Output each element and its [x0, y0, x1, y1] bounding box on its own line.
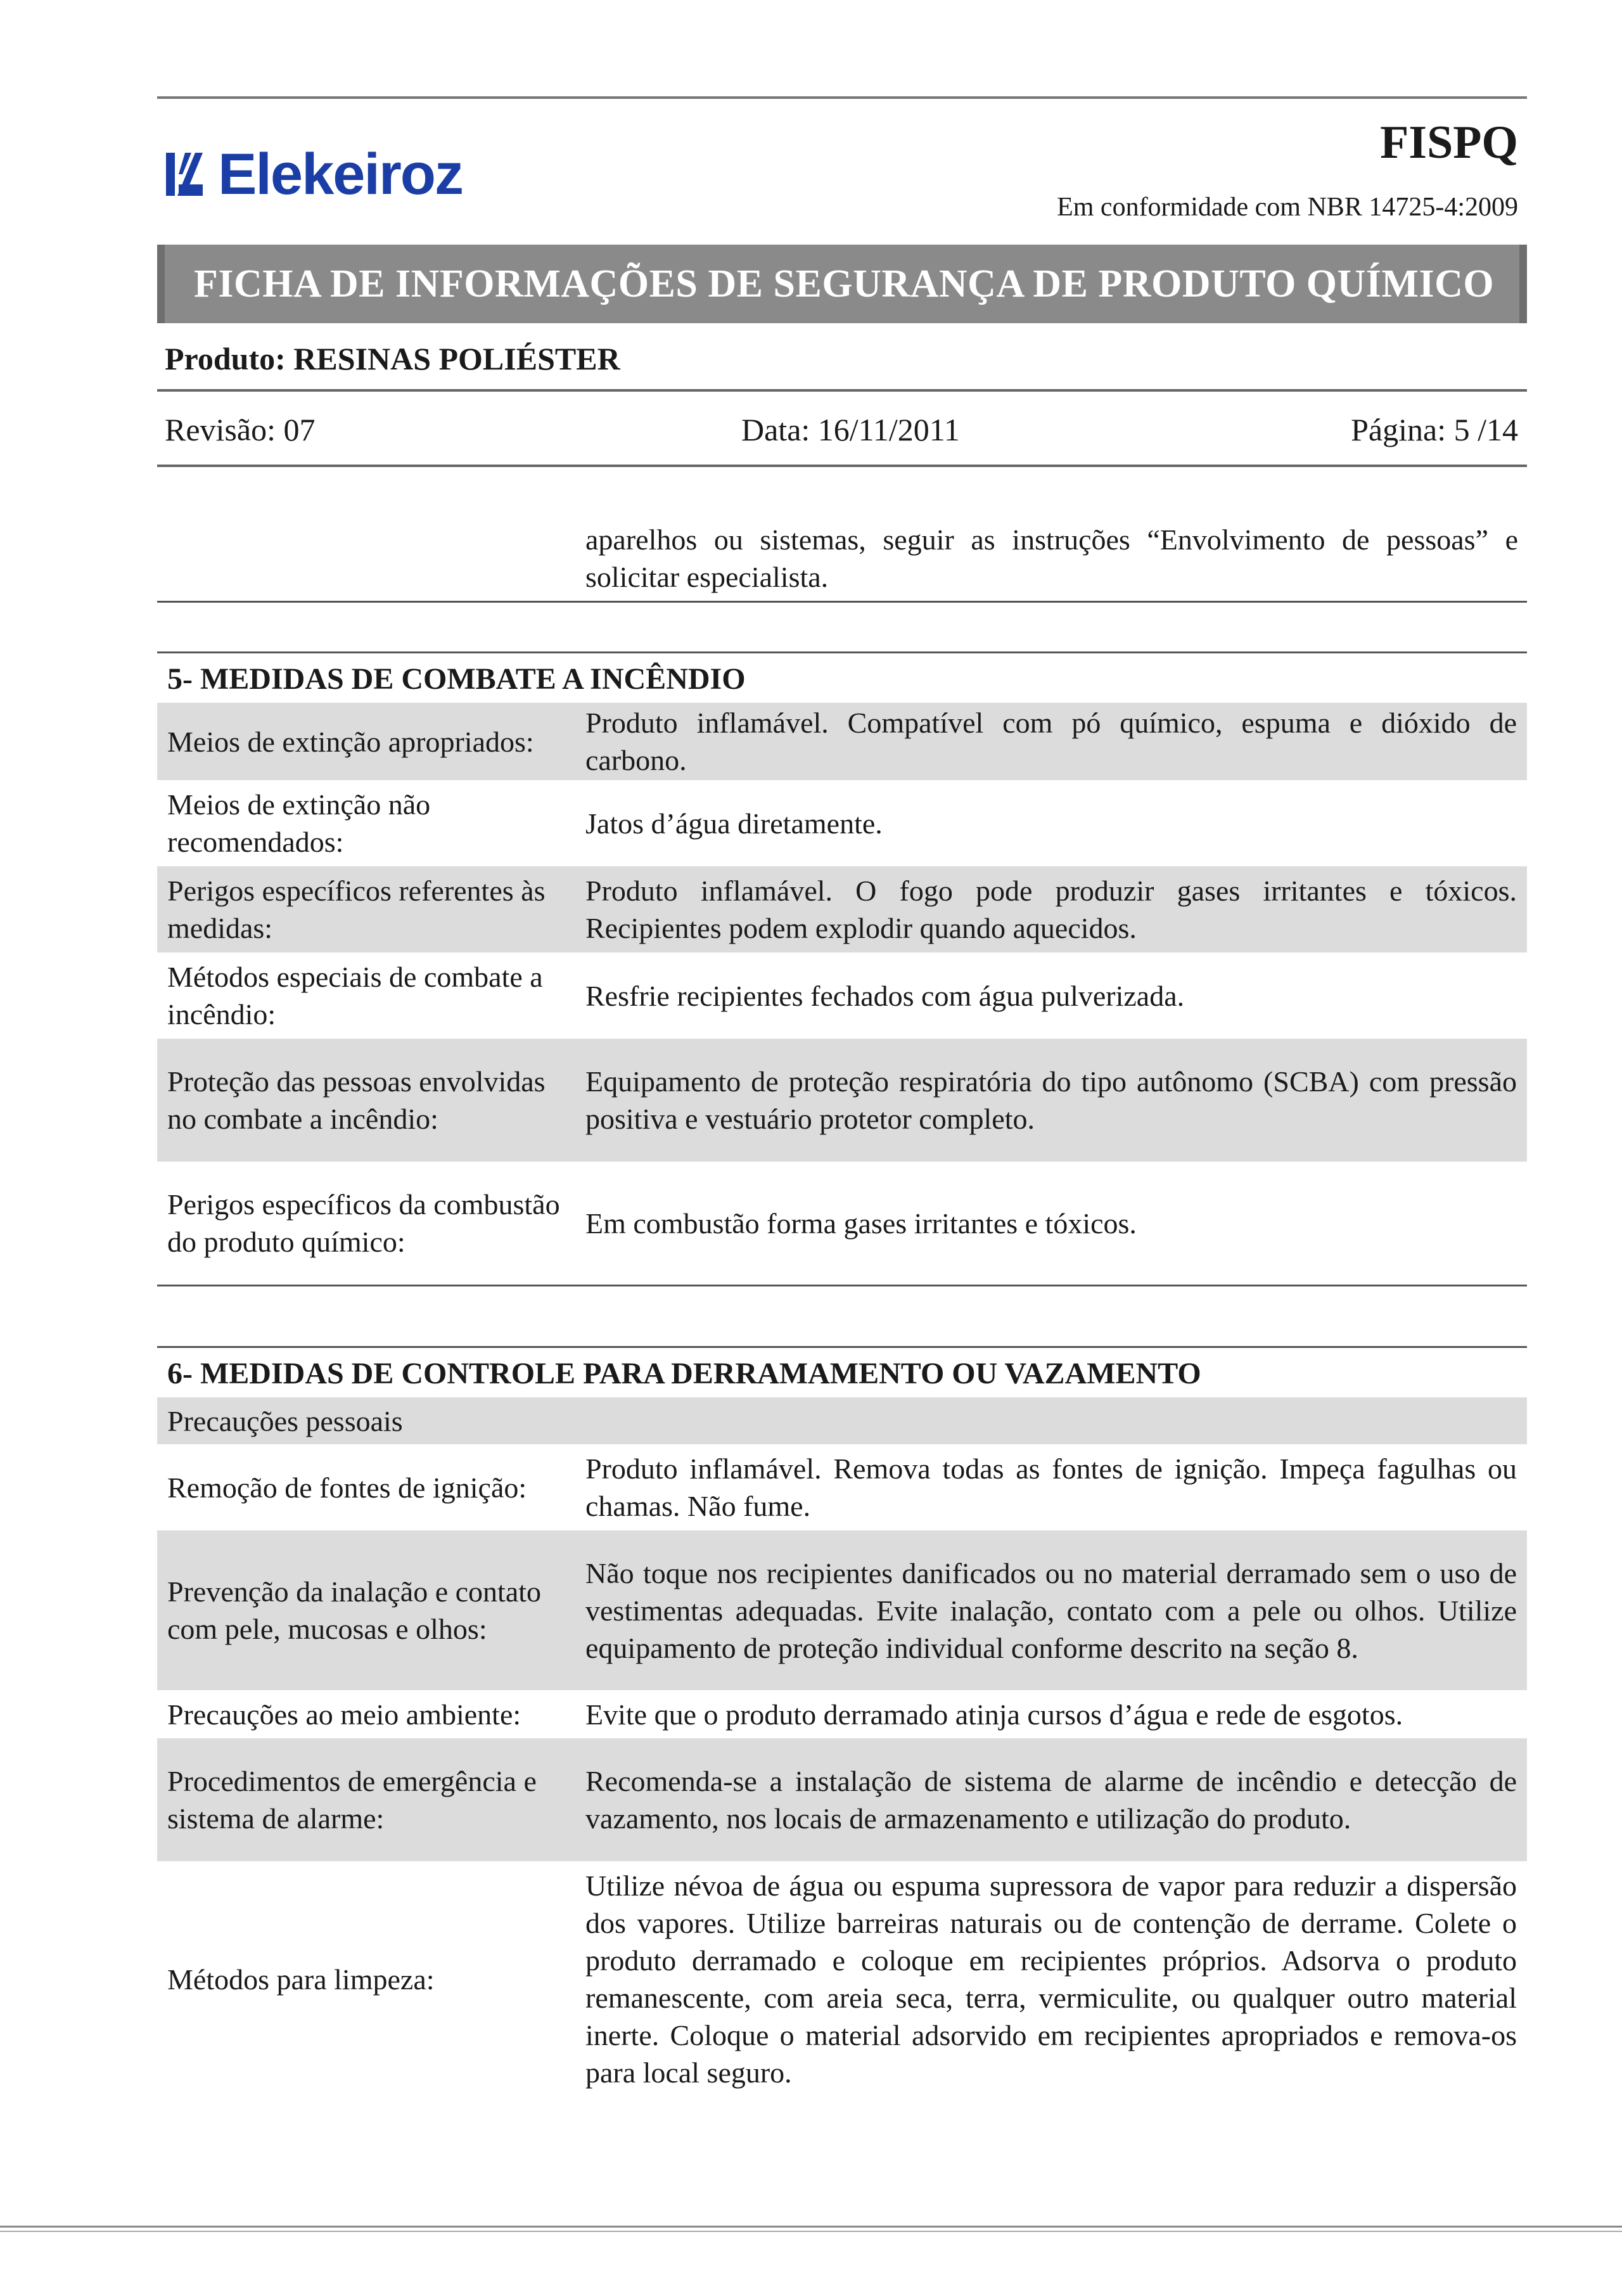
page-bottom-rule [0, 2226, 1622, 2228]
revision: Revisão: 07 [165, 412, 316, 447]
row-label: Procedimentos de emergência e sistema de alarme: [167, 1765, 537, 1835]
divider [157, 389, 1527, 392]
section-title: 6- MEDIDAS DE CONTROLE PARA DERRAMAMENTO OU VAZAMENTO [167, 1357, 1201, 1390]
row-value: Em combustão forma gases irritantes e tóxicos. [585, 1207, 1137, 1240]
divider [157, 601, 1527, 603]
logo-text: Elekeiroz [218, 142, 463, 207]
row-label: Métodos especiais de combate a incêndio: [167, 961, 543, 1030]
elekeiroz-logo-icon [163, 149, 205, 200]
table-row [157, 1690, 1527, 1738]
section-6 [157, 1346, 1527, 2097]
section-title: 5- MEDIDAS DE COMBATE A INCÊNDIO [167, 662, 746, 696]
page-bottom-rule [0, 2231, 1622, 2232]
row-value: Produto inflamável. Compatível com pó químico, espuma e dióxido de carbono. [585, 707, 1517, 776]
row-value: Não toque nos recipientes danificados ou no material derramado sem o uso de vestimentas adequadas. Evite inalação, contato com a pele ou olhos. Utilize equipamento de proteção individual conforme descrito na seção 8. [585, 1556, 1517, 1664]
row-label: Prevenção da inalação e contato com pele, mucosas e olhos: [167, 1575, 542, 1645]
document-title-banner [157, 245, 1527, 323]
subheading: Precauções pessoais [167, 1404, 403, 1437]
row-value: Jatos d’água diretamente. [585, 807, 883, 840]
table-row [157, 1530, 1527, 1690]
table-row [157, 703, 1527, 780]
row-value: Resfrie recipientes fechados com água pulverizada. [585, 979, 1185, 1012]
conformity-note: Em conformidade com NBR 14725-4:2009 [1057, 193, 1518, 222]
table-row [157, 952, 1527, 1039]
table-row [157, 1162, 1527, 1285]
row-label: Meios de extinção não recomendados: [167, 788, 431, 858]
table-row [157, 1738, 1527, 1861]
company-logo [163, 139, 463, 209]
row-label: Perigos específicos referentes às medidas: [167, 875, 546, 944]
table-row [157, 866, 1527, 952]
table-row [157, 1861, 1527, 2097]
subheading-row [157, 1397, 1527, 1444]
product-name: Produto: RESINAS POLIÉSTER [165, 341, 620, 376]
row-label: Métodos para limpeza: [167, 1963, 435, 1996]
row-label: Proteção das pessoas envolvidas no combate a incêndio: [167, 1065, 546, 1135]
revision-bar [165, 411, 1518, 449]
section-rule [157, 1285, 1527, 1286]
table-row [157, 780, 1527, 866]
top-rule [157, 96, 1527, 99]
row-label: Remoção de fontes de ignição: [167, 1471, 527, 1504]
table-row [157, 1039, 1527, 1162]
row-value: Produto inflamável. O fogo pode produzir gases irritantes e tóxicos. Recipientes podem explodir quando aquecidos. [585, 875, 1517, 944]
row-value: Evite que o produto derramado atinja cursos d’água e rede de esgotos. [585, 1698, 1403, 1731]
row-label: Perigos específicos da combustão do produto químico: [167, 1188, 560, 1258]
row-value: Produto inflamável. Remova todas as fontes de ignição. Impeça fagulhas ou chamas. Não fume. [585, 1453, 1517, 1522]
row-label: Precauções ao meio ambiente: [167, 1698, 521, 1731]
doc-code: FISPQ [1380, 117, 1518, 169]
banner-title: FICHA DE INFORMAÇÕES DE SEGURANÇA DE PRODUTO QUÍMICO [194, 262, 1495, 305]
divider [157, 465, 1527, 467]
row-value: Utilize névoa de água ou espuma supressora de vapor para reduzir a dispersão dos vapores. Utilize barreiras naturais ou de contenção de derrame. Colete o produto derramado e coloque em recipientes próprios. Adsorva o produto remanescente, com areia seca, terra, vermiculite, ou qualquer outro material inerte. Coloque o material adsorvido em recipientes apropriados e remova-os para local seguro. [585, 1870, 1517, 2089]
row-value: Recomenda-se a instalação de sistema de alarme de incêndio e detecção de vazamento, nos locais de armazenamento e utilização do produto. [585, 1765, 1517, 1835]
section-5 [157, 651, 1527, 1286]
page-number: Página: 5 /14 [1351, 412, 1518, 447]
revision-date: Data: 16/11/2011 [741, 412, 960, 447]
row-value: Equipamento de proteção respiratória do tipo autônomo (SCBA) com pressão positiva e vestuário protetor completo. [585, 1065, 1517, 1135]
table-row [157, 1444, 1527, 1530]
continuation-text: aparelhos ou sistemas, seguir as instruções “Envolvimento de pessoas” e solicitar especialista. [585, 523, 1518, 593]
row-label: Meios de extinção apropriados: [167, 725, 534, 758]
